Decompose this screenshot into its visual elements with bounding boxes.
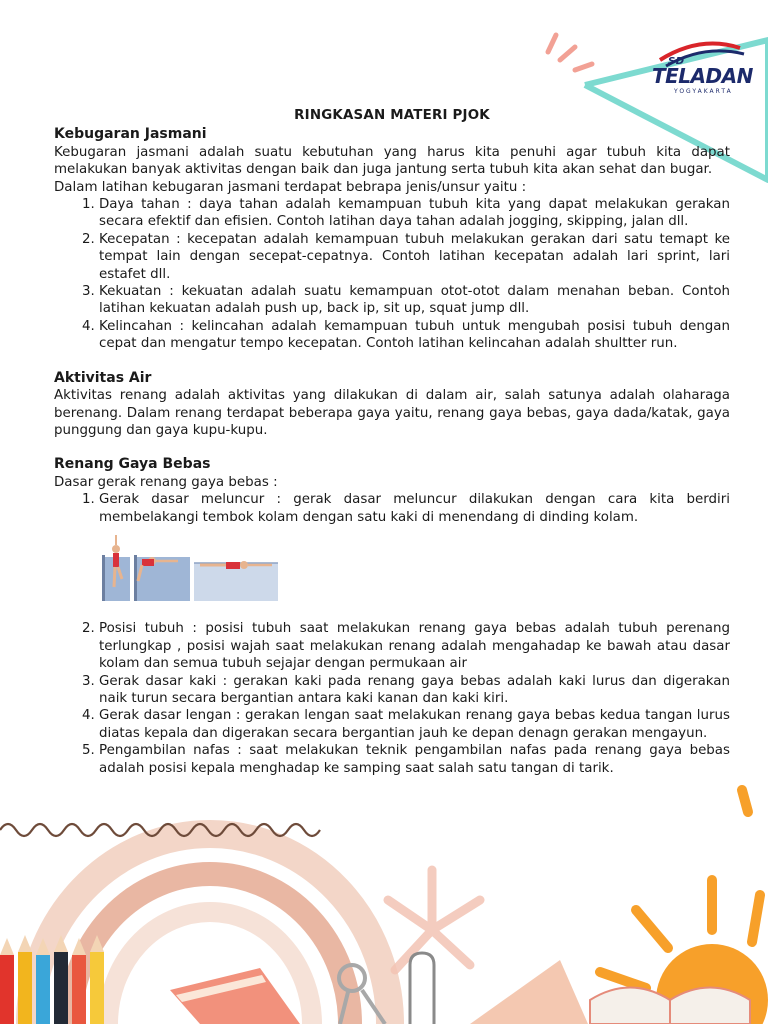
book-decoration <box>170 968 300 1024</box>
list-item: 4. Gerak dasar lengan : gerakan lengan saat melakukan renang gaya bebas kedua tangan lurus diatas kepala dan digerakan secara bergantian jauh ke depan denagn gerakan mengayun. <box>99 707 730 742</box>
list-kebugaran <box>54 196 730 353</box>
list-gaya-bebas-1 <box>54 491 730 526</box>
logo-sub-text: YOGYAKARTA <box>674 88 733 95</box>
document-title: RINGKASAN MATERI PJOK <box>294 108 490 123</box>
list-item: 3. Gerak dasar kaki : gerakan kaki pada renang gaya bebas adalah kaki lurus dan digerakan naik turun secara bergantian antara kaki kanan dan kaki kiri. <box>99 673 730 708</box>
paragraph-kebugaran-intro2: Dalam latihan kebugaran jasmani terdapat bebrapa jenis/unsur yaitu : <box>54 179 527 195</box>
heading-kebugaran: Kebugaran Jasmani <box>54 126 207 143</box>
list-item: 1. Daya tahan : daya tahan adalah kemampuan tubuh kita yang dapat melakukan gerakan secara efektif dan efisien. Contoh latihan daya tahan adalah jogging, skipping, jalan dll. <box>99 196 730 231</box>
ruler-decoration <box>470 960 588 1024</box>
coral-dash-decoration <box>548 35 592 70</box>
paperclip-decoration <box>410 953 434 1024</box>
paragraph-aktivitas-air: Aktivitas renang adalah aktivitas yang dilakukan di dalam air, salah satunya adalah olaharaga berenang. Dalam renang terdapat beberapa gaya yaitu, renang gaya bebas, gaya dada/katak, gaya punggung dan gaya kupu-kupu. <box>54 388 730 438</box>
paragraph-gaya-bebas-intro: Dasar gerak renang gaya bebas : <box>54 474 278 490</box>
logo-top-text: SD <box>668 56 685 67</box>
paragraph-kebugaran-intro: Kebugaran jasmani adalah suatu kebutuhan yang harus kita penuhi agar tubuh kita dapat melakukan banyak aktivitas dengan baik dan juga jantung serta tubuh kita akan sehat dan bugar. <box>54 144 730 178</box>
list-item: 1. Gerak dasar meluncur : gerak dasar meluncur dilakukan dengan cara kita berdiri membelakangi tembok kolam dengan satu kaki di menendang di dinding kolam. <box>99 491 730 526</box>
list-gaya-bebas-rest <box>54 620 730 777</box>
heading-aktivitas-air: Aktivitas Air <box>54 369 152 386</box>
list-item: 5. Pengambilan nafas : saat melakukan teknik pengambilan nafas pada renang gaya bebas adalah posisi kepala menghadap ke samping saat salah satu tangan di tarik. <box>99 742 730 777</box>
list-item: 2. Kecepatan : kecepatan adalah kemampuan tubuh melakukan gerakan dari satu temapt ke tempat lain dengan secepat-cepatnya. Contoh latihan kecepatan adalah lari sprint, lari estafet dll. <box>99 231 730 283</box>
logo-name-text: TELADAN <box>652 64 753 88</box>
list-item: 2. Posisi tubuh : posisi tubuh saat melakukan renang gaya bebas adalah tubuh perenang terlungkap , posisi wajah saat melakukan renang adalah mengahadap ke bawah atau dasar kolam dan semua tubuh sejajar dengan permukaan air <box>99 620 730 672</box>
starburst-decoration <box>388 870 480 970</box>
swimming-illustration <box>102 535 278 601</box>
school-logo <box>640 30 753 100</box>
document-body <box>54 107 730 777</box>
list-item: 4. Kelincahan : kelincahan adalah kemampuan tubuh untuk mengubah posisi tubuh dengan cepat dan mengatur tempo kecepatan. Contoh latihan kelincahan adalah shultter run. <box>99 318 730 353</box>
heading-gaya-bebas: Renang Gaya Bebas <box>54 456 211 473</box>
list-item: 3. Kekuatan : kekuatan adalah suatu kemampuan otot-otot dalam menahan beban. Contoh latihan kekuatan adalah push up, back ip, sit up, squat jump dll. <box>99 283 730 318</box>
